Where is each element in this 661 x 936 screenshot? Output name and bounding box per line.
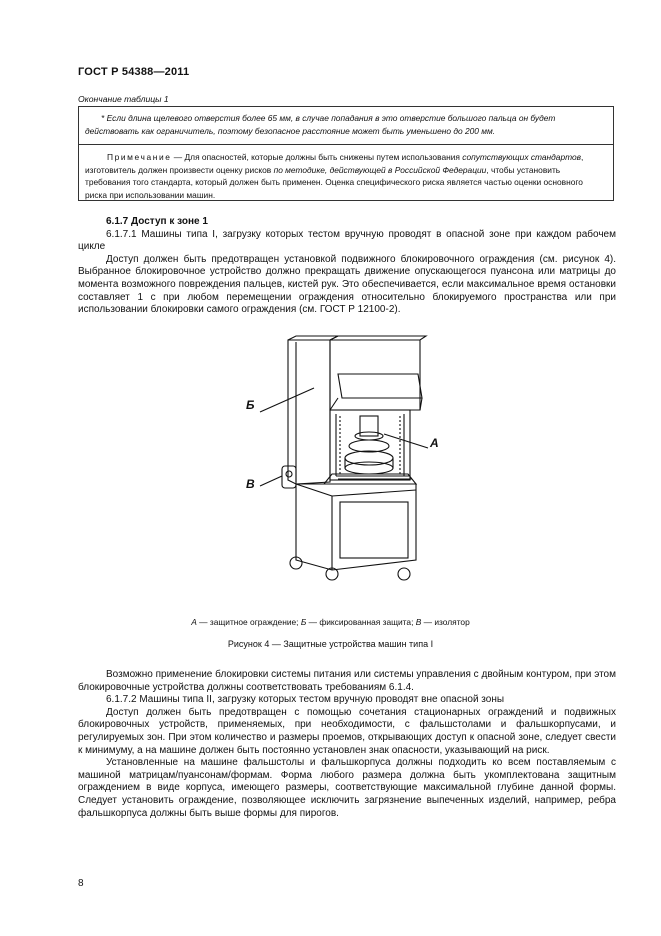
figure-legend	[0, 617, 661, 627]
paragraph-6-1-7-1-body: Доступ должен быть предотвращен установкой подвижного блокировочного ограждения (см. рисунок 4). Выбранное блокировочное устройство должно прекращать движение опускающегося пуансона или матрицы до момента возможного повреждения пальцев, кистей рук. Это обеспечивается, если максимальное время остановки составляет 1 с при любом перемещении ограждения относительно блокируемого пространства или при использовании блокировки самого ограждения (см. ГОСТ Р 12100-2).	[78, 253, 616, 316]
table-footnote: * Если длина щелевого отверстия более 65 мм, в случае попадания в это отверстие большого пальца он будет действовать как ограничитель, поэтому безопасное расстояние может быть уменьшено до 200 мм.	[85, 113, 556, 136]
figure-label-b: Б	[246, 398, 255, 412]
figure-4-machine-drawing	[240, 334, 450, 589]
note-part-1: — Для опасностей, которые должны быть снижены путем использования	[171, 152, 463, 162]
leader-a	[384, 434, 428, 448]
table-divider	[79, 144, 613, 145]
note-italic-1: сопутствующих стандартов	[462, 152, 582, 162]
leader-v	[260, 476, 282, 486]
legend-v-text: — изолятор	[421, 617, 470, 627]
left-column	[288, 340, 330, 484]
guard-frame	[330, 410, 410, 480]
figure-label-v: В	[246, 477, 255, 491]
legend-b-key: Б	[300, 617, 307, 627]
note-part-2: , изготовитель должен произвести оценку рисков	[85, 152, 584, 175]
subsection-6-1-7-2: 6.1.7.2 Машины типа II, загрузку которых тестом вручную проводят вне опасной зоны	[106, 694, 505, 706]
piston	[360, 416, 378, 436]
paragraph-6-1-7-2-body-2: Установленные на машине фальшстолы и фальшкорпуса должны подходить ко всем поставляемым с машиной матрицам/пуансонам/формам. Форма любого размера должна быть укомплектована защитным ограждением в виде корпуса, имеющего размеры, соответствующие максимальной глубине данной формы. Следует установить ограждение, позволяющее исключить загрязнение выпеченных изделий, например, ребра фальшкорпуса должны быть выше формы для пирогов.	[78, 757, 616, 819]
table-1-end	[78, 106, 614, 201]
machine-illustration	[240, 334, 450, 589]
subsection-6-1-7-1: 6.1.7.1 Машины типа I, загрузку которых тестом вручную проводят в опасной зоне при каждом рабочем цикле	[78, 228, 616, 253]
section-6-1-7	[78, 216, 616, 317]
table-note	[85, 151, 607, 201]
legend-a-text: — защитное ограждение;	[196, 617, 301, 627]
legend-v-key: В	[415, 617, 422, 627]
standard-header: ГОСТ Р 54388—2011	[78, 66, 190, 78]
section-6-1-7-continued	[78, 669, 616, 820]
wheel	[398, 568, 410, 580]
figure-caption: Рисунок 4 — Защитные устройства машин типа I	[227, 639, 434, 649]
figure-label-a: А	[430, 436, 439, 450]
note-label: Примечание	[107, 152, 172, 162]
base-cabinet	[296, 484, 416, 570]
note-part-3: , чтобы установить требования того стандарта, который должен быть применен. Оценка специфического риска является частью оценки основного риска при использовании машин.	[85, 164, 583, 200]
paragraph-after-figure: Возможно применение блокировки системы питания или системы управления с двойным контуром, при этом блокировочные устройства должны соответствовать требованиям 6.1.4.	[78, 669, 616, 693]
table-continuation-label: Окончание таблицы 1	[78, 94, 169, 104]
die-mould	[345, 451, 393, 465]
legend-b-text: — фиксированная защита;	[306, 617, 416, 627]
legend-a-key: А	[191, 617, 197, 627]
page-number: 8	[78, 878, 84, 889]
paragraph-6-1-7-2-body: Доступ должен быть предотвращен с помощью сочетания стационарных ограждений и подвижных блокировочных устройств, применяемых, при необходимости, с фальшстолами и фальшкорпусами, и регулируемых зон. При этом количество и размеры проемов, открывающих доступ к опасной зоне, следует свести к минимуму, а на машине должен быть постоянно установлен знак опасности, указывающий на риск.	[78, 706, 616, 756]
note-italic-2: по методике, действующей в Российской Федерации	[273, 164, 487, 175]
upper-hood	[330, 340, 420, 410]
section-heading-6-1-7: 6.1.7 Доступ к зоне 1	[106, 216, 208, 227]
leader-b	[260, 388, 314, 412]
